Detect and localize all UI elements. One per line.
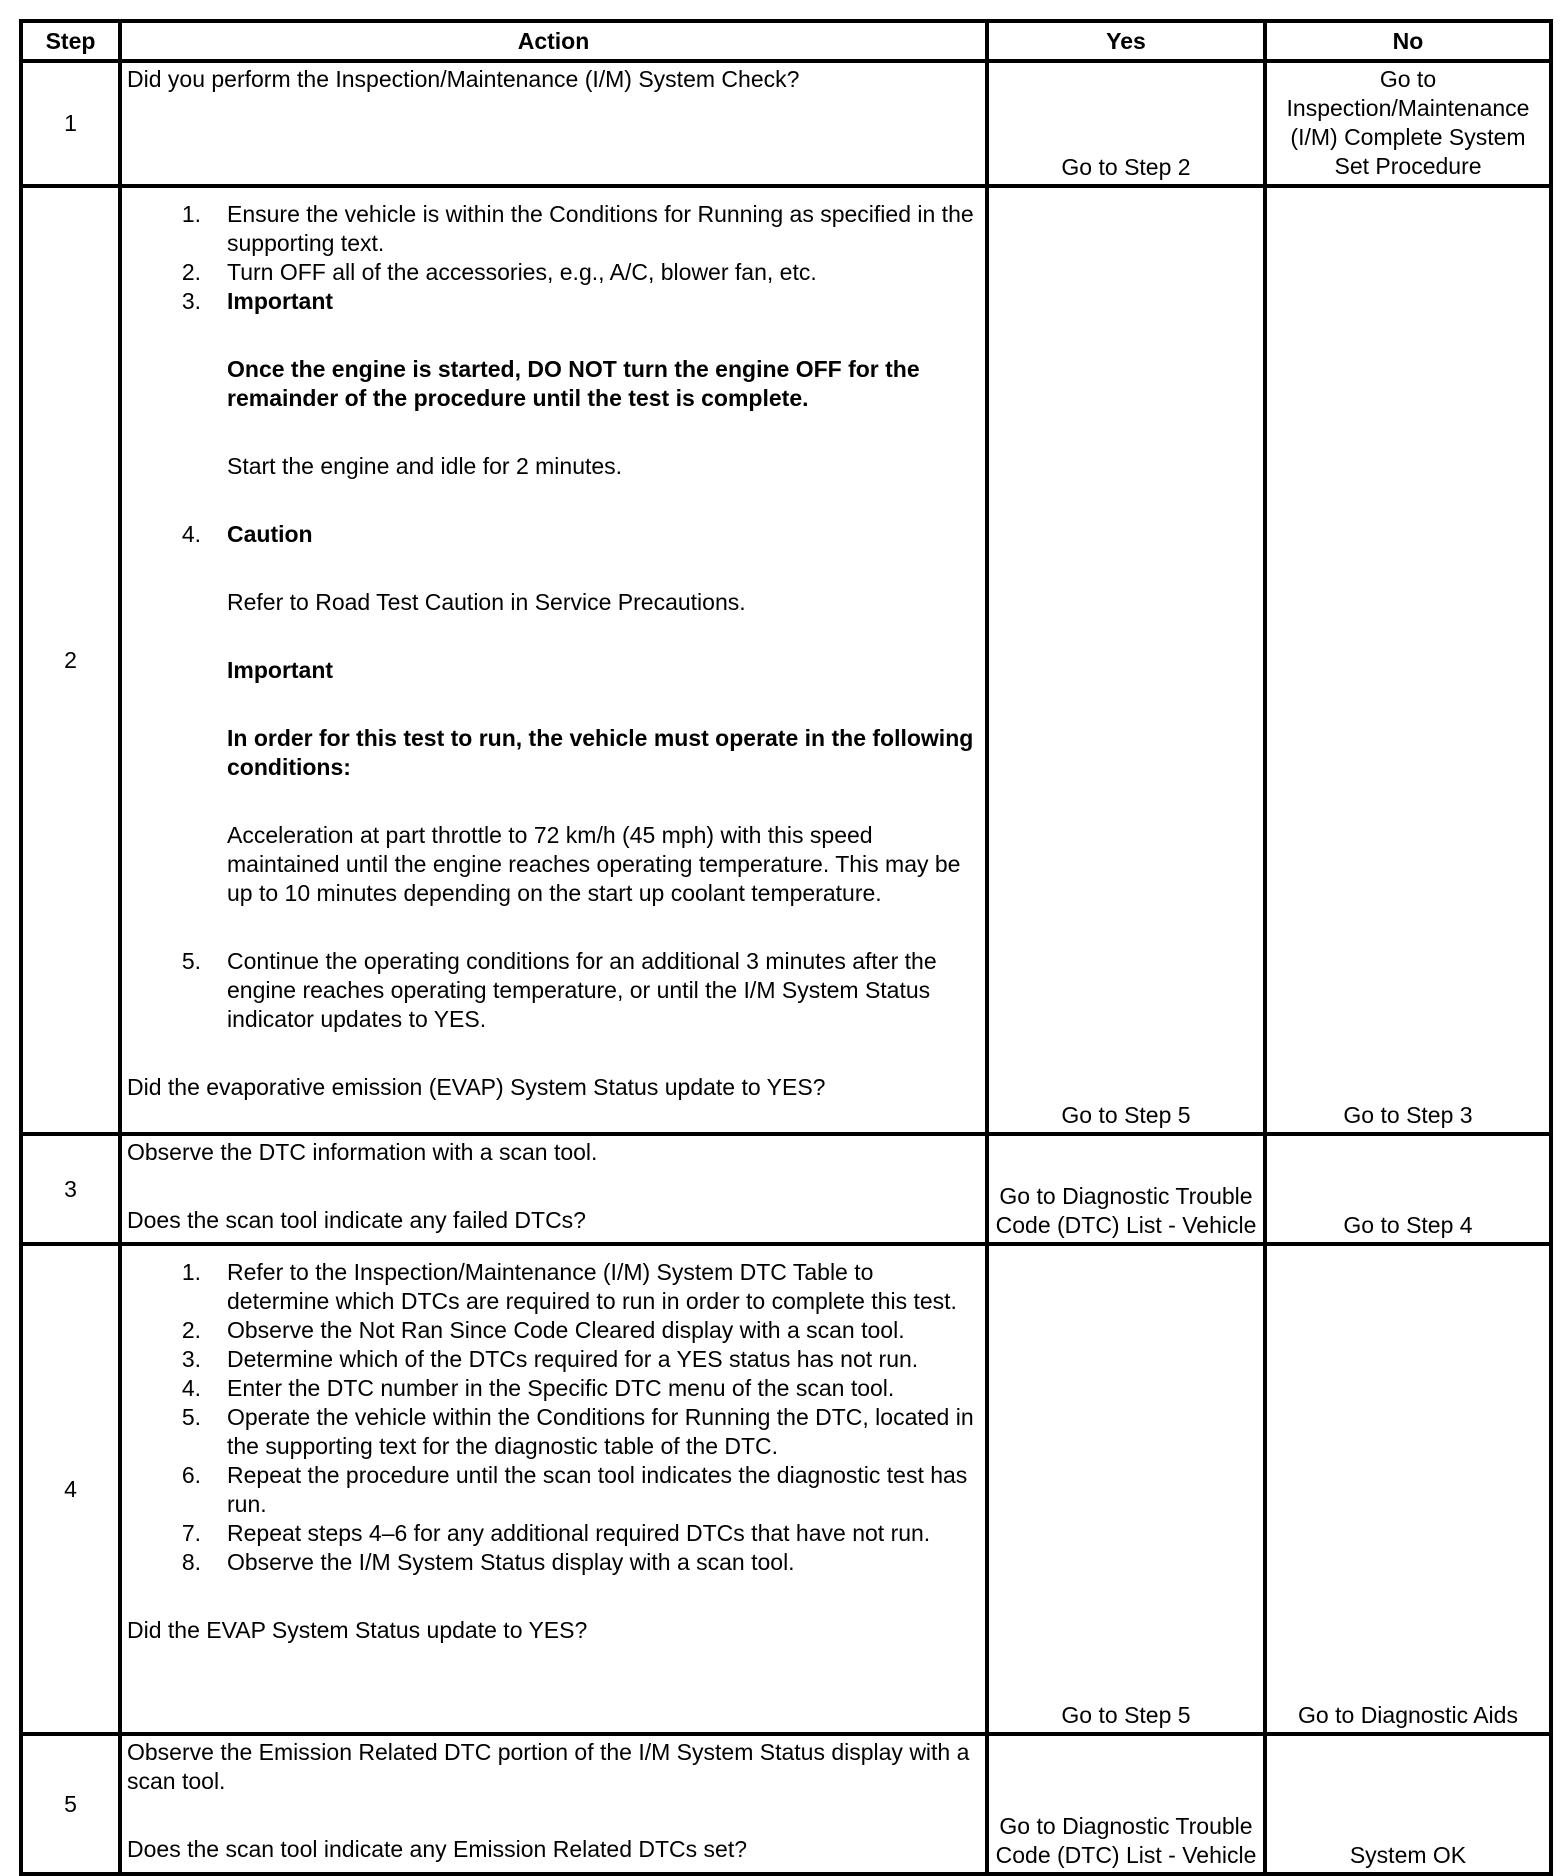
question-text: Does the scan tool indicate any failed DTCs? <box>127 1207 586 1233</box>
header-step: Step <box>21 21 120 61</box>
step-number: 1 <box>21 61 120 186</box>
no-link[interactable]: Go to Step 3 <box>1265 186 1551 1134</box>
action-cell <box>120 61 987 186</box>
no-link[interactable]: System OK <box>1265 1734 1551 1874</box>
yes-link[interactable]: Go to Step 2 <box>987 61 1265 186</box>
table-row <box>21 186 1551 1134</box>
header-action: Action <box>120 21 987 61</box>
list-item: 5. Continue the operating conditions for an additional 3 minutes after the engine reaches operating temperature, or until the I/M System Status indicator updates to YES. <box>181 948 937 1032</box>
list-item: 8. Observe the I/M System Status display with a scan tool. <box>181 1549 795 1575</box>
question-text: Did the EVAP System Status update to YES? <box>127 1617 588 1643</box>
step-number: 2 <box>21 186 120 1134</box>
question-text: Does the scan tool indicate any Emission Related DTCs set? <box>127 1836 748 1862</box>
yes-link[interactable]: Go to Step 5 <box>987 1244 1265 1734</box>
important-heading: Important <box>227 288 334 314</box>
instruction-text: Start the engine and idle for 2 minutes. <box>227 453 623 479</box>
header-row <box>21 21 1551 61</box>
question-text: Did you perform the Inspection/Maintenance (I/M) System Check? <box>127 66 800 92</box>
no-link[interactable]: Go to Inspection/Maintenance (I/M) Complete System Set Procedure <box>1265 61 1551 186</box>
step-list <box>127 1258 981 1577</box>
diagnostic-table <box>19 19 1553 1876</box>
table-row <box>21 1734 1551 1874</box>
yes-link[interactable]: Go to Step 5 <box>987 186 1265 1134</box>
list-item: 3. Important Once the engine is started, DO NOT turn the engine OFF for the remainder of the procedure until the test is complete. Start the engine and idle for 2 minutes. <box>127 287 981 520</box>
yes-link[interactable]: Go to Diagnostic Trouble Code (DTC) List - Vehicle <box>987 1134 1265 1244</box>
instruction-text: Acceleration at part throttle to 72 km/h (45 mph) with this speed maintained until the engine reaches operating temperature. This may be up to 10 minutes depending on the start up coolant temperature. <box>227 822 961 906</box>
intro-text: Observe the DTC information with a scan tool. <box>127 1139 598 1165</box>
list-item: 2. Turn OFF all of the accessories, e.g., A/C, blower fan, etc. <box>181 259 817 285</box>
table-row <box>21 1134 1551 1244</box>
header-yes: Yes <box>987 21 1265 61</box>
header-no: No <box>1265 21 1551 61</box>
list-item: 2. Observe the Not Ran Since Code Cleared display with a scan tool. <box>181 1317 905 1343</box>
list-item: 4. Caution Refer to Road Test Caution in Service Precautions. Important In order for this test to run, the vehicle must operate in the following conditions: Acceleration at part throttle to 72 km/h (45 mph) with this speed maintained until the engine reaches operating temperature. This may be up to 10 minutes depending on the start up coolant temperature. <box>127 520 981 947</box>
action-cell <box>120 1734 987 1874</box>
list-item: 5. Operate the vehicle within the Conditions for Running the DTC, located in the supporting text for the diagnostic table of the DTC. <box>181 1404 974 1459</box>
table-row <box>21 1244 1551 1734</box>
list-item: 1. Refer to the Inspection/Maintenance (I/M) System DTC Table to determine which DTCs are required to run in order to complete this test. <box>181 1259 957 1314</box>
question-text: Did the evaporative emission (EVAP) System Status update to YES? <box>127 1074 826 1100</box>
important-note: In order for this test to run, the vehicle must operate in the following conditions: <box>227 725 974 780</box>
intro-text: Observe the Emission Related DTC portion of the I/M System Status display with a scan tool. <box>127 1739 970 1794</box>
yes-link[interactable]: Go to Diagnostic Trouble Code (DTC) List - Vehicle <box>987 1734 1265 1874</box>
table-row <box>21 61 1551 186</box>
action-cell <box>120 1134 987 1244</box>
no-link[interactable]: Go to Diagnostic Aids <box>1265 1244 1551 1734</box>
important-note: Once the engine is started, DO NOT turn the engine OFF for the remainder of the procedure until the test is complete. <box>227 356 920 411</box>
action-cell <box>120 186 987 1134</box>
list-item: 7. Repeat steps 4–6 for any additional required DTCs that have not run. <box>181 1520 931 1546</box>
step-number: 5 <box>21 1734 120 1874</box>
important-heading: Important <box>227 657 334 683</box>
list-item: 3. Determine which of the DTCs required for a YES status has not run. <box>181 1346 919 1372</box>
step-list <box>127 200 981 1034</box>
action-cell <box>120 1244 987 1734</box>
no-link[interactable]: Go to Step 4 <box>1265 1134 1551 1244</box>
step-number: 4 <box>21 1244 120 1734</box>
caution-text: Refer to Road Test Caution in Service Precautions. <box>227 589 746 615</box>
step-number: 3 <box>21 1134 120 1244</box>
list-item: 4. Enter the DTC number in the Specific DTC menu of the scan tool. <box>181 1375 895 1401</box>
list-item: 1. Ensure the vehicle is within the Conditions for Running as specified in the supporting text. <box>181 201 974 256</box>
list-item: 6. Repeat the procedure until the scan tool indicates the diagnostic test has run. <box>181 1462 968 1517</box>
caution-heading: Caution <box>227 521 313 547</box>
